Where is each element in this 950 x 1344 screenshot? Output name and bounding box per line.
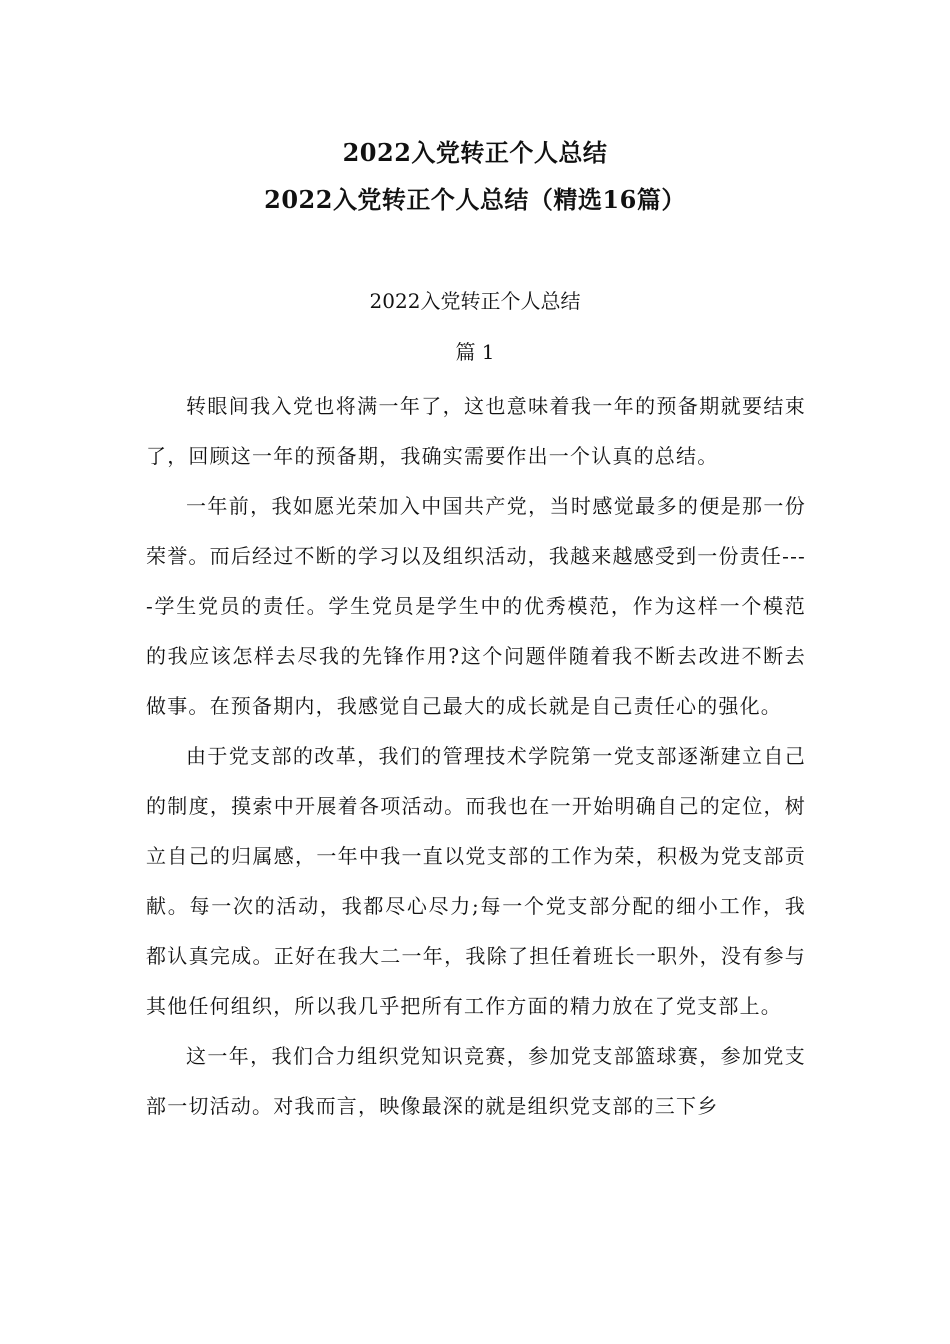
document-title: 2022入党转正个人总结	[342, 138, 608, 167]
paragraph-2: 一年前，我如愿光荣加入中国共产党，当时感觉最多的便是那一份荣誉。而后经过不断的学习以及组织活动，我越来越感受到一份责任----学生党员的责任。学生党员是学生中的优秀模范，作为这样一个模范的我应该怎样去尽我的先锋作用?这个问题伴随着我不断去改进不断去做事。在预备期内，我感觉自己最大的成长就是自己责任心的强化。	[146, 494, 806, 718]
section-title: 2022入党转正个人总结	[369, 289, 581, 313]
body-text	[146, 381, 806, 1131]
document-subtitle: 2022入党转正个人总结（精选16篇）	[264, 185, 686, 214]
paragraph-4: 这一年，我们合力组织党知识竞赛，参加党支部篮球赛，参加党支部一切活动。对我而言，映像最深的就是组织党支部的三下乡	[146, 1044, 806, 1118]
part-label: 篇 1	[455, 340, 495, 364]
paragraph-3: 由于党支部的改革，我们的管理技术学院第一党支部逐渐建立自己的制度，摸索中开展着各项活动。而我也在一开始明确自己的定位，树立自己的归属感，一年中我一直以党支部的工作为荣，积极为党支部贡献。每一次的活动，我都尽心尽力;每一个党支部分配的细小工作，我都认真完成。正好在我大二一年，我除了担任着班长一职外，没有参与其他任何组织，所以我几乎把所有工作方面的精力放在了党支部上。	[146, 744, 806, 1018]
paragraph-1: 转眼间我入党也将满一年了，这也意味着我一年的预备期就要结束了，回顾这一年的预备期，我确实需要作出一个认真的总结。	[146, 394, 806, 468]
